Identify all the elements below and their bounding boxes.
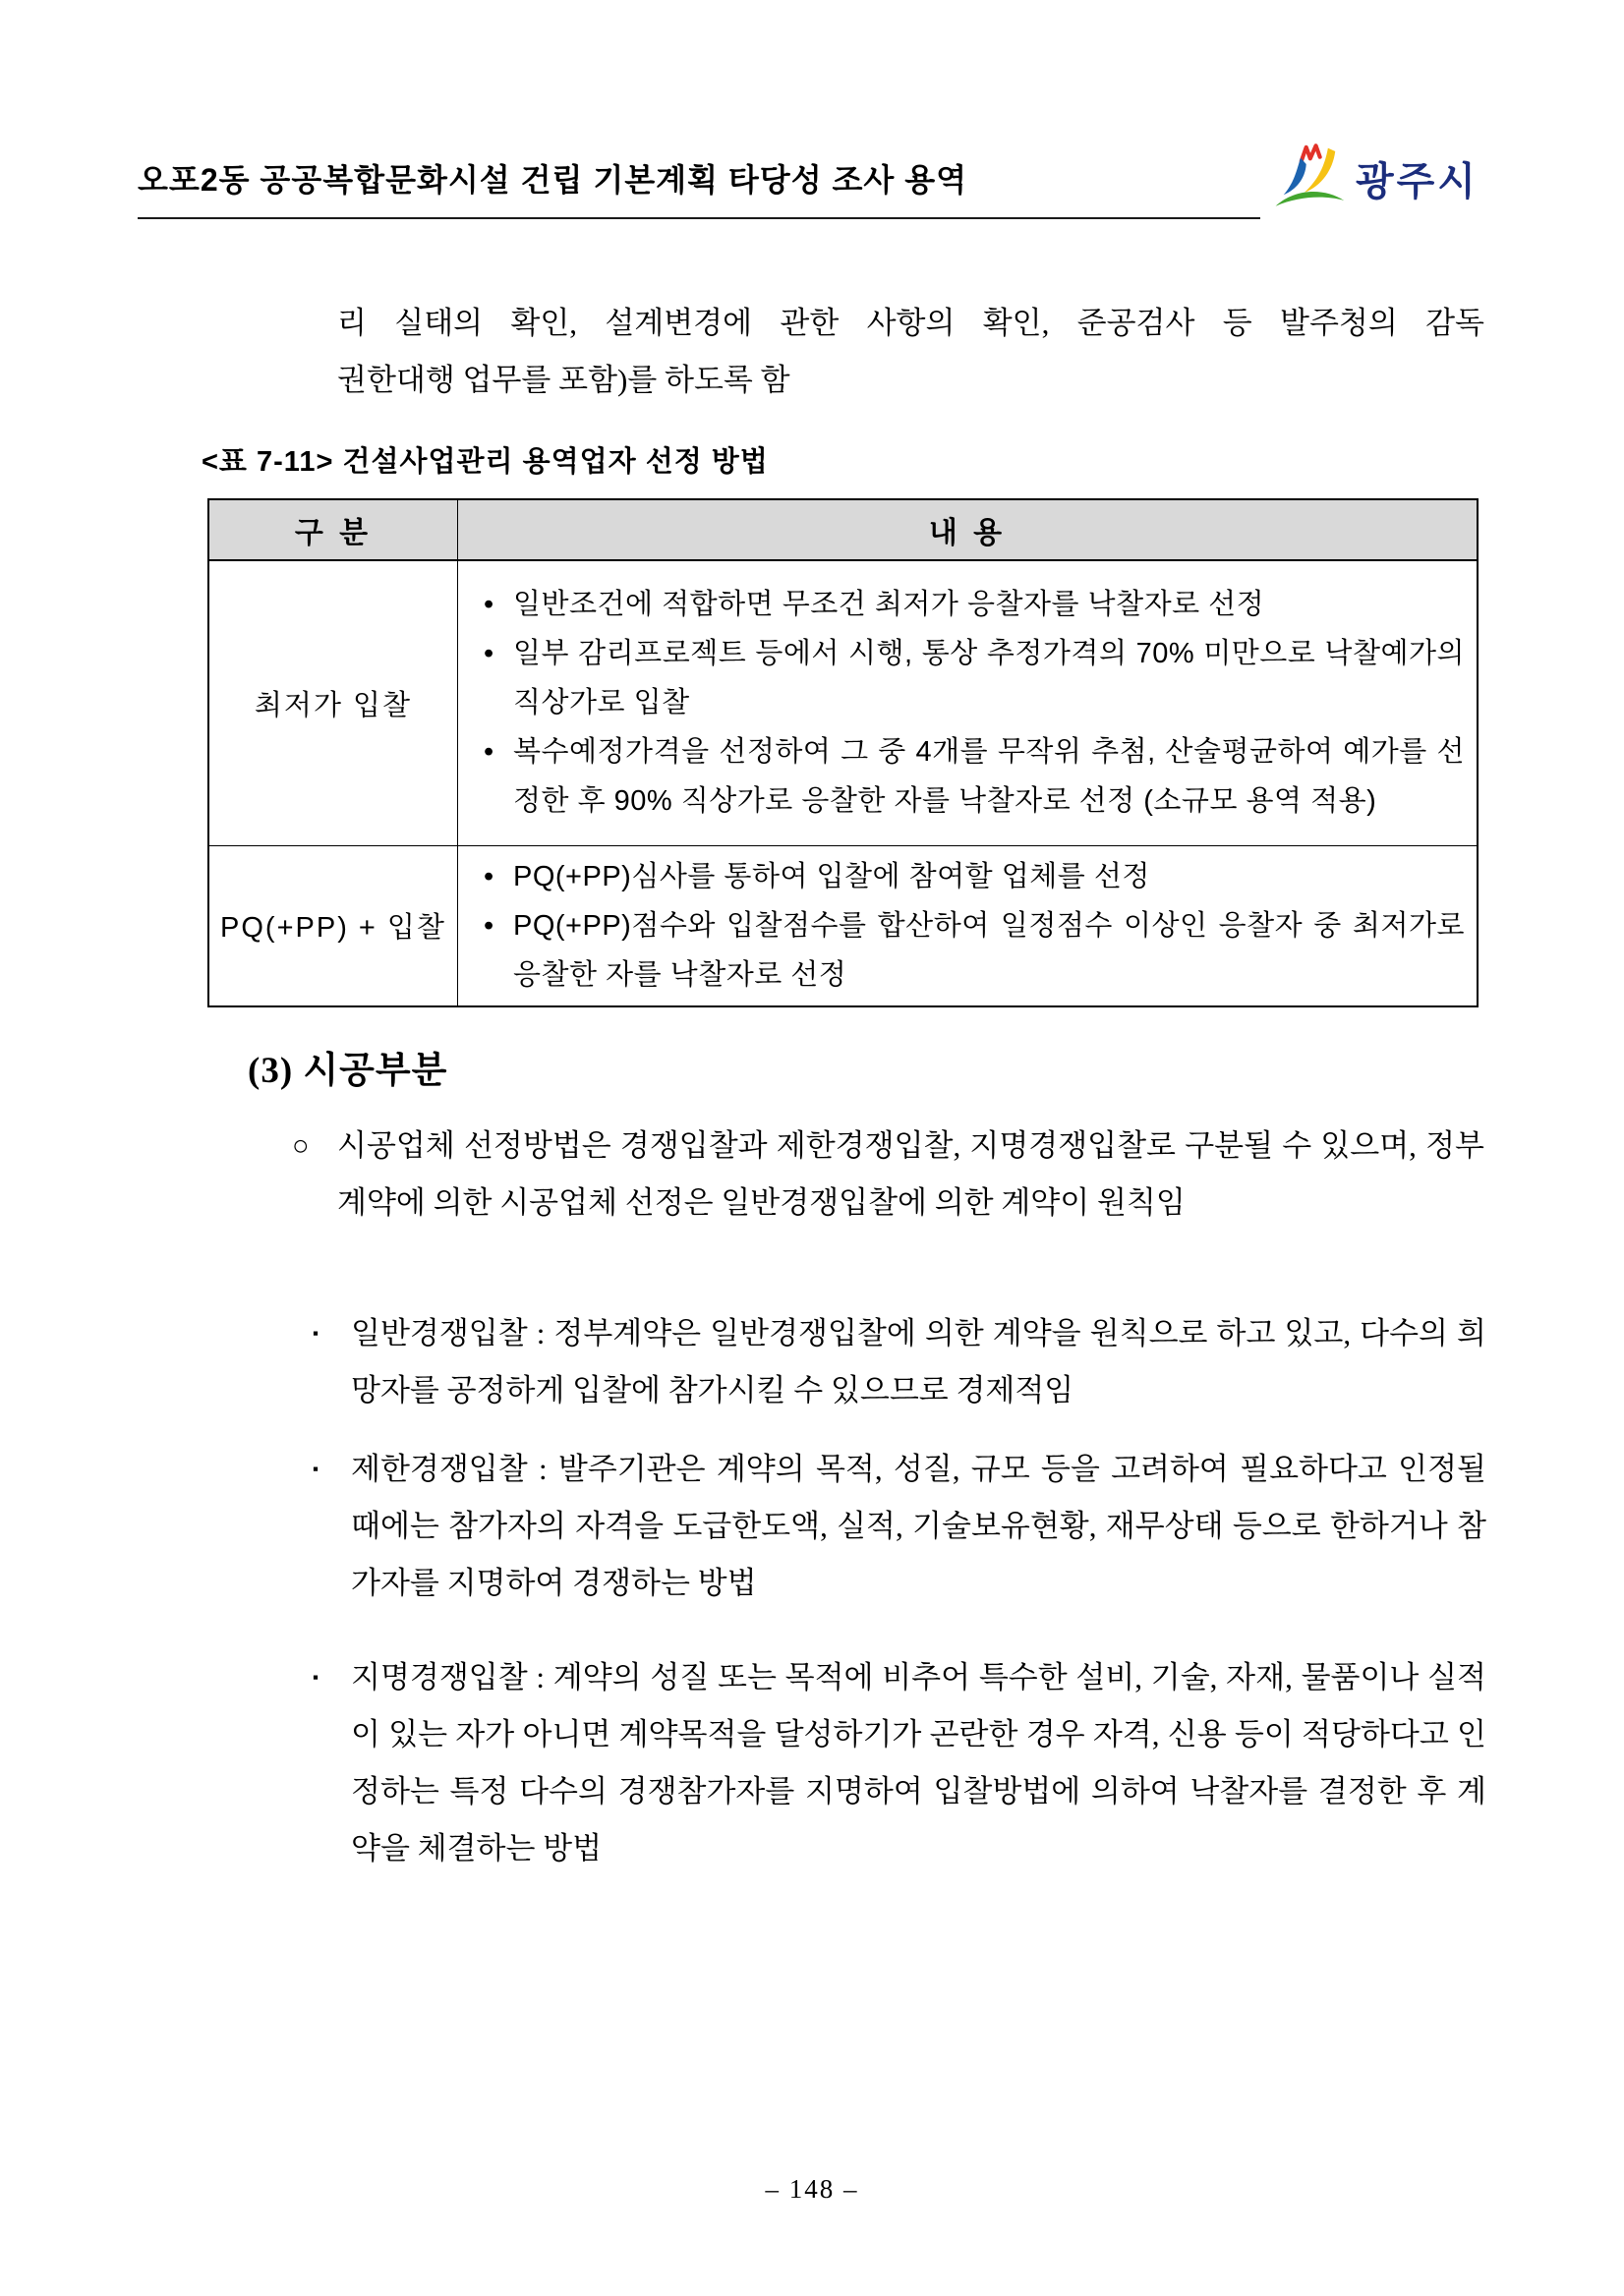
row-content-cell [458, 560, 1479, 845]
row-content-cell [458, 845, 1479, 1006]
list-item [292, 1118, 1484, 1232]
square-bullet-icon: ▪ [313, 1324, 319, 1343]
row-category-cell: PQ(+PP) + 입찰 [208, 845, 458, 1006]
intro-paragraph [337, 295, 1484, 409]
table-bullet-item: • PQ(+PP)점수와 입찰점수를 합산하여 일정점수 이상인 응찰자 중 최저가로 응찰한 자를 낙찰자로 선정 [458, 901, 1465, 1000]
table-caption: <표 7-11> 건설사업관리 용역업자 선정 방법 [202, 446, 769, 478]
list-item-text: 일반경쟁입찰 : 정부계약은 일반경쟁입찰에 의한 계약을 원칙으로 하고 있고, 다수의 희망자를 공정하게 입찰에 참가시킬 수 있으므로 경제적임 [351, 1316, 1486, 1407]
table-header-row [208, 499, 1478, 560]
table-bullet-item: • PQ(+PP)심사를 통하여 입찰에 참여할 업체를 선정 [458, 852, 1465, 901]
gwangju-logo-text: 광주시 [1356, 159, 1479, 203]
row-category-cell: 최저가 입찰 [208, 560, 458, 845]
list-item-text: 지명경쟁입찰 : 계약의 성질 또는 목적에 비추어 특수한 설비, 기술, 자재, 물품이나 실적이 있는 자가 아니면 계약목적을 달성하기가 곤란한 경우 자격, 신용 등이 적당하다고 인정하는 특정 다수의 경쟁참가자를 지명하여 입찰방법에 의하여 낙찰자를 결정한 후 계약을 체결하는 방법 [351, 1660, 1486, 1866]
document-header-title: 오포2동 공공복합문화시설 건립 기본계획 타당성 조사 용역 [138, 162, 968, 198]
section-heading: (3) 시공부분 [248, 1051, 448, 1091]
square-bullet-icon: ▪ [313, 1460, 319, 1478]
table-bullet-item: • 복수예정가격을 선정하여 그 중 4개를 무작위 추첨, 산술평균하여 예가를 선정한 후 90% 직상가로 응찰한 자를 낙찰자로 선정 (소규모 용역 적용) [458, 727, 1465, 826]
list-item [313, 1441, 1486, 1612]
header-divider-line [138, 217, 1260, 219]
gwangju-emblem-icon [1269, 142, 1350, 214]
list-item [313, 1305, 1486, 1419]
intro-line: 권한대행 업무를 포함)를 하도록 함 [337, 363, 790, 397]
column-header-content: 내 용 [458, 499, 1479, 560]
gwangju-city-logo [1269, 142, 1479, 214]
square-bullet-icon: ▪ [313, 1668, 319, 1687]
bullet-list [458, 580, 1465, 826]
list-item-text: 시공업체 선정방법은 경쟁입찰과 제한경쟁입찰, 지명경쟁입찰로 구분될 수 있으며, 정부계약에 의한 시공업체 선정은 일반경쟁입찰에 의한 계약이 원칙임 [337, 1128, 1484, 1220]
intro-line: 리 실태의 확인, 설계변경에 관한 사항의 확인, 준공검사 등 발주청의 감독 [337, 306, 1484, 340]
list-item-text: 제한경쟁입찰 : 발주기관은 계약의 목적, 성질, 규모 등을 고려하여 필요하다고 인정될 때에는 참가자의 자격을 도급한도액, 실적, 기술보유현황, 재무상태 등으로 한하거나 참가자를 지명하여 경쟁하는 방법 [351, 1452, 1486, 1600]
column-header-category: 구 분 [208, 499, 458, 560]
list-item [313, 1649, 1486, 1877]
circle-bullet-icon: ○ [292, 1130, 310, 1162]
table-bullet-item: • 일부 감리프로젝트 등에서 시행, 통상 추정가격의 70% 미만으로 낙찰예가의 직상가로 입찰 [458, 629, 1465, 727]
table-row [208, 845, 1478, 1006]
table-bullet-item: • 일반조건에 적합하면 무조건 최저가 응찰자를 낙찰자로 선정 [458, 580, 1465, 629]
bullet-list [458, 852, 1465, 1000]
page-number: – 148 – [765, 2174, 859, 2204]
table-row [208, 560, 1478, 845]
selection-method-table [207, 498, 1479, 1007]
